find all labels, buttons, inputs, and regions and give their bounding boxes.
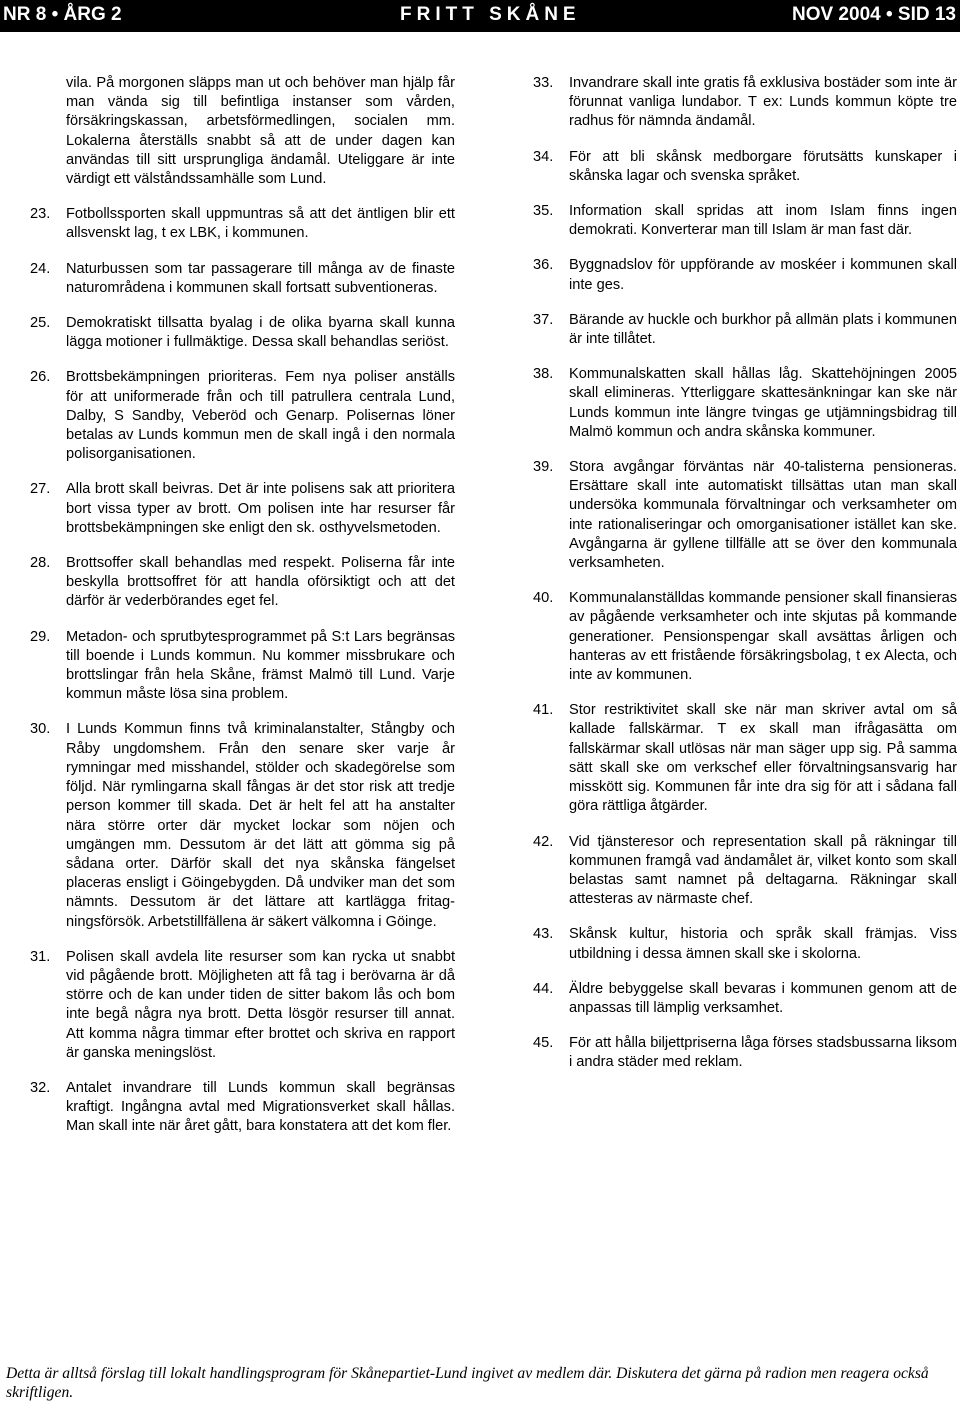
list-item — [30, 948, 455, 1063]
item-text: Stor restriktivitet skall ske när man skriver avtal om så kallade fallskärmar. T ex skall man ifrågasätta om fallskärmar skall utlösas när man säger upp sig. På samma sätt skall ske om verkschef eller förvaltningsansvarig har misskött sig. Kommunen får inte dra sig för att i sådana fall göra rättliga åtgärder. — [569, 702, 957, 815]
item-text: Skånsk kultur, historia och språk skall främjas. Viss utbildning i dessa ämnen skall ske i skolorna. — [569, 926, 957, 962]
item-number: 29. — [30, 628, 51, 645]
left-column — [30, 74, 455, 1153]
list-item — [533, 1034, 957, 1072]
item-number: 28. — [30, 555, 51, 572]
item-text: Byggnadslov för uppförande av moskéer i kommunen skall inte ges. — [569, 257, 957, 293]
item-text: Antalet invandrare till Lunds kommun skall begränsas kraftigt. Ingångna avtal med Migrationsverket skall hållas. Man skall inte när året gått, bara konstatera att det kom fler. — [66, 1079, 455, 1135]
list-item — [533, 365, 957, 442]
footer-note: Detta är alltså förslag till lokalt handlingsprogram för Skånepartiet-Lund ingivet av medlem där. Diskutera det gärna på radion men reagera också skriftligen. — [6, 1365, 929, 1401]
item-text: För att bli skånsk medborgare förutsätts kunskaper i skånska lagar och svenska språket. — [569, 148, 957, 184]
item-text: Polisen skall avdela lite resurser som kan rycka ut snabbt vid pågående brott. Möjligheten att få tag i berövarna är då större och de kan under tiden de sitter bakom lås och bom inte begå några nya brott. Detta lösgör resurser till annat. Att komma några timmar efter brottet och skriva en rapport är ganska meningslöst. — [66, 948, 455, 1061]
right-column — [533, 74, 957, 1089]
item-number: 30. — [30, 721, 51, 738]
list-item — [30, 554, 455, 612]
item-text: Kommunalanställdas kommande pensioner skall finansieras av pågående verksamheter och inte skjutas på kommande generationer. Pensionspengar skall avsättas årligen och hanteras av ett fristående försäkringsbolag, t ex Alecta, och inte av kommunen. — [569, 590, 957, 684]
list-item — [533, 458, 957, 573]
list-item — [30, 720, 455, 931]
item-text: I Lunds Kommun finns två kriminalanstalter, Stångby och Råby ungdomshem. Från den senare sker varje år rymningar med misshandel, stölder och skadegörelse som följd. När rymlingarna skall fångas är det stor risk att tredje person kommer till skada. Det är helt fel att ha anstalter nära större orter där mycket lockar som nöjen och umgängen mm. Dessutom är det lätt att gömma sig på sådana orter. Därför skall det nya skånska fängelset placeras ensligt i Göingebygden. Då undviker man det som nämnts. Dessutom är det lättare att kartlägga fritagningsförsök. Arbetstillfällena är säkert välkomna i Göinge. — [66, 721, 455, 930]
item-text: Fotbollssporten skall uppmuntras så att det äntligen blir ett allsvenskt lag, t ex LBK, i kommunen. — [66, 206, 455, 242]
item-number: 36. — [533, 257, 554, 274]
item-number: 25. — [30, 315, 51, 332]
intro-text: vila. På morgonen släpps man ut och behöver man hjälp får man vända sig till befintliga instanser som vården, försäkringskassan, arbetsförmedlingen, socialen mm. Lokalerna återställs snabbt så att de under dagen kan användas till sitt ursprungliga ändamål. Uteliggare är inte värdigt ett välståndssamhälle som Lund. — [66, 75, 455, 188]
list-item — [30, 628, 455, 705]
item-number: 23. — [30, 206, 51, 223]
publication-title: FRITT SKÅNE — [400, 4, 581, 25]
list-item — [533, 74, 957, 132]
item-number: 26. — [30, 369, 51, 386]
item-text: Bärande av huckle och burkhor på allmän plats i kommunen är inte tillåtet. — [569, 311, 957, 348]
item-number: 39. — [533, 459, 554, 476]
list-item — [533, 148, 957, 186]
item-number: 32. — [30, 1079, 51, 1096]
item-text: Information skall spridas att inom Islam finns ingen demokrati. Konverterar man till Islam är man fast där. — [569, 203, 957, 239]
item-text: Stora avgångar förväntas när 40-talisterna pensioneras. Ersättare skall inte automatiskt tillsättas utan man skall undersöka kommunala förvaltningar och verksamheter om inte rationaliseringar och omorganisationer istället kan ske. Avgångarna är gyllene tillfälle att se över den kommunala verksamheten. — [569, 459, 957, 572]
item-number: 38. — [533, 366, 554, 383]
list-item — [533, 980, 957, 1018]
item-text: Demokratiskt tillsatta byalag i de olika byarna skall kunna lägga motioner i fullmäktige. Dessa skall behandlas seriöst. — [66, 315, 455, 351]
item-number: 33. — [533, 75, 554, 91]
list-item — [533, 701, 957, 816]
item-text: Metadon- och sprutbytesprogrammet på S:t Lars begränsas till boende i Lunds kommun. Nu kommer missbrukare och brottslingar från hela Skåne, främst Malmö till Lund. Varje kommun måste lösa sina problem. — [66, 628, 455, 703]
list-item — [533, 925, 957, 963]
list-item — [533, 311, 957, 349]
item-number: 24. — [30, 260, 51, 277]
item-number: 37. — [533, 311, 554, 328]
item-number: 44. — [533, 980, 554, 997]
list-item — [30, 260, 455, 298]
list-item — [533, 589, 957, 685]
item-text: Kommunalskatten skall hållas låg. Skattehöjningen 2005 skall elimineras. Ytterliggare skattesänkningar kan ske när Lunds kommun inte längre tvingas ge utjämningsbidrag till Malmö kommun och andra skånska kommuner. — [569, 366, 957, 440]
item-number: 35. — [533, 203, 554, 220]
item-text: Vid tjänsteresor och representation skall på räkningar till kommunen framgå vad ändamålet är, vilket konto som skall belastas samt namnet på deltagarna. Räkningar skall attesteras av närmaste chef. — [569, 833, 957, 908]
item-number: 43. — [533, 926, 554, 943]
item-text: Invandrare skall inte gratis få exklusiva bostäder som inte är förunnat vanliga lundabor. T ex: Lunds kommun köpte tre radhus för nämnda ändamål. — [569, 75, 957, 130]
item-number: 31. — [30, 948, 51, 965]
list-item — [30, 205, 455, 243]
item-number: 27. — [30, 481, 51, 498]
item-number: 34. — [533, 148, 554, 165]
item-text: Naturbussen som tar passagerare till många av de finaste naturområdena i kommunen skall fortsatt subventioneras. — [66, 260, 455, 296]
list-item — [30, 1079, 455, 1137]
item-text: Brottsbekämpningen prioriteras. Fem nya poliser anställs för att uniformerade från och till patrullera centrala Lund, Dalby, S Sandby, Veberöd och Genarp. Polisernas löner betalas av Lunds kommun men de skall ingå i den normala polisorganisationen. — [66, 369, 455, 463]
list-item — [533, 202, 957, 240]
item-number: 41. — [533, 702, 554, 719]
list-item — [30, 368, 455, 464]
intro-paragraph — [30, 74, 455, 189]
list-item — [30, 480, 455, 538]
item-number: 42. — [533, 833, 554, 850]
list-item — [30, 314, 455, 352]
list-item — [533, 833, 957, 910]
issue-label: NR 8 • ÅRG 2 — [3, 4, 122, 25]
date-page-label: NOV 2004 • SID 13 — [791, 4, 956, 25]
item-number: 45. — [533, 1035, 554, 1052]
item-number: 40. — [533, 590, 554, 607]
item-text: Äldre bebyggelse skall bevaras i kommunen genom att de anpassas till lämplig verksamhet. — [569, 980, 957, 1016]
page-header — [0, 0, 960, 32]
list-item — [533, 256, 957, 294]
item-text: Alla brott skall beivras. Det är inte polisens sak att prioritera bort vissa typer av brott. Om polisen inte har resurser får brottsbekämpningen ske enligt den sk. osthyvelsmetoden. — [66, 481, 455, 536]
item-text: För att hålla biljettpriserna låga förses stadsbussarna liksom i andra städer med reklam. — [569, 1035, 957, 1071]
item-text: Brottsoffer skall behandlas med respekt. Poliserna får inte beskylla brottsoffret för att handla oförsiktigt och att det därför är vederbörandes eget fel. — [66, 555, 455, 610]
